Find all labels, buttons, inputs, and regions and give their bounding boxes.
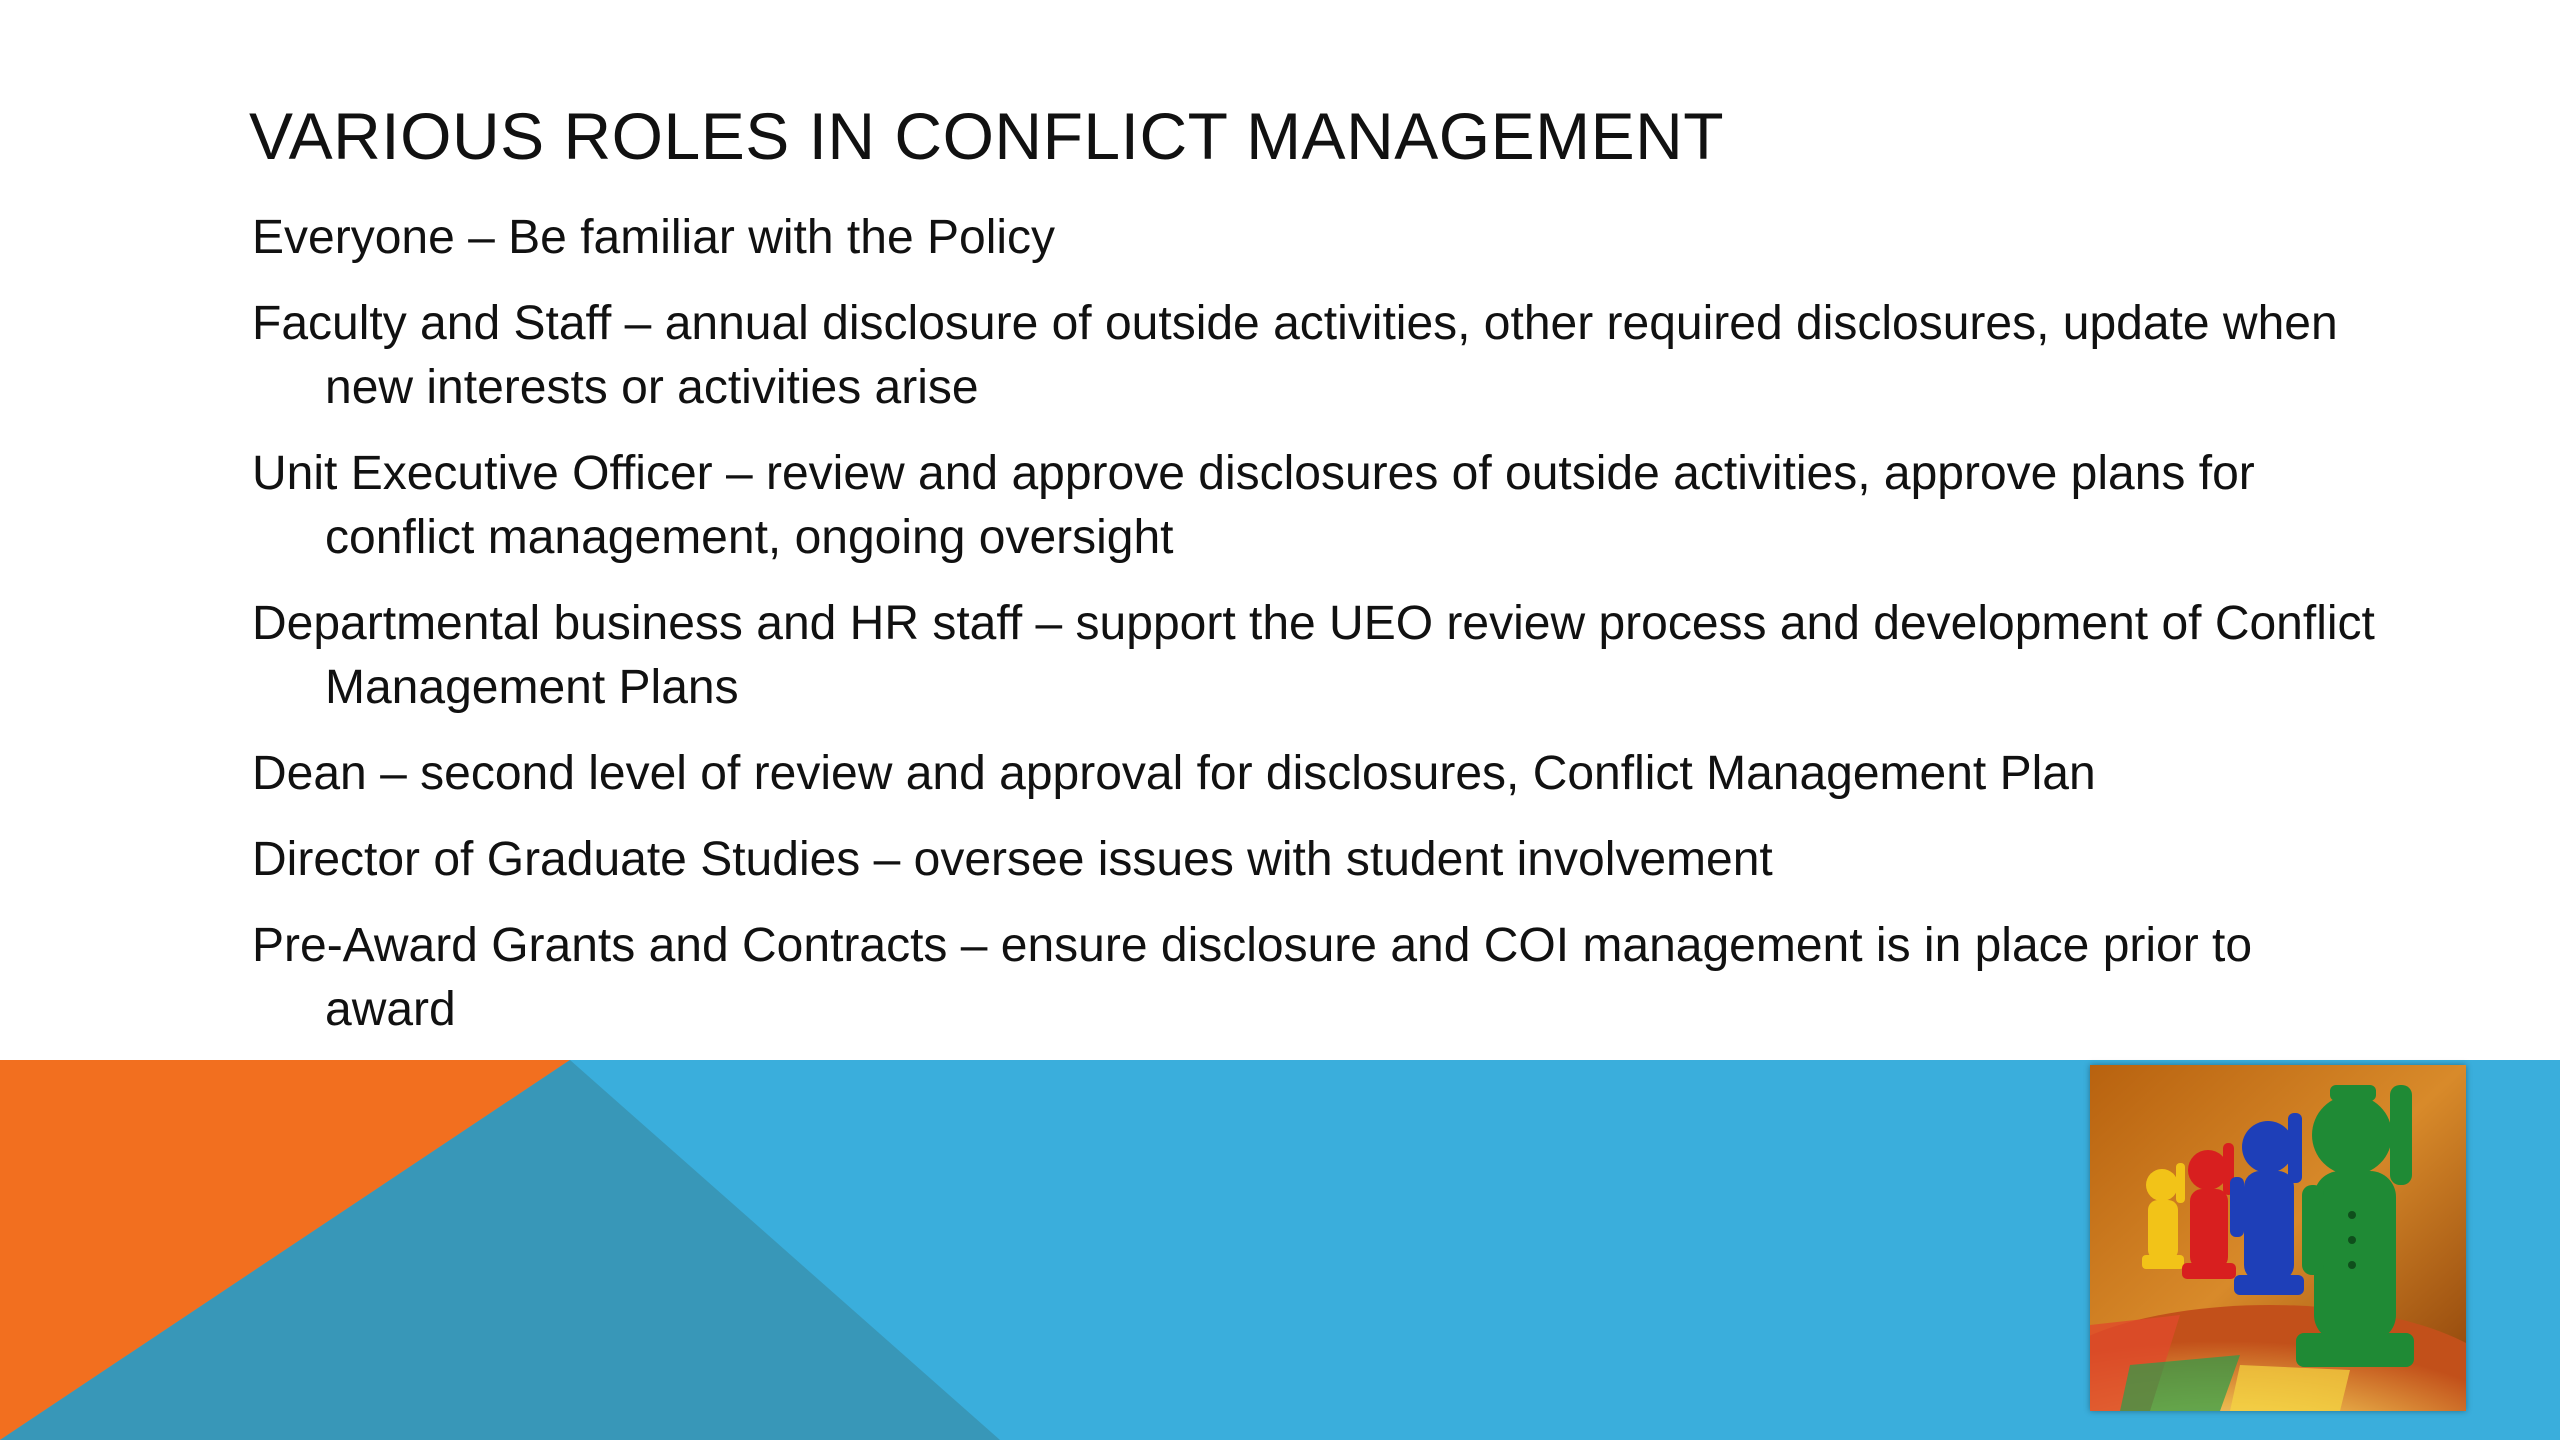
- role-director-graduate-studies: Director of Graduate Studies – oversee issues with student involvement: [252, 833, 1773, 886]
- role-pre-award-grants: Pre-Award Grants and Contracts – ensure disclosure and COI management is in place prior to award: [252, 919, 2253, 1036]
- slide-title: VARIOUS ROLES IN CONFLICT MANAGEMENT: [249, 99, 1725, 173]
- role-faculty-staff: Faculty and Staff – annual disclosure of outside activities, other required disclosures, update when new interests or activities arise: [252, 297, 2338, 414]
- roles-list: [252, 206, 2392, 1064]
- role-departmental-business-hr: Departmental business and HR staff – support the UEO review process and development of Conflict Management Plans: [252, 597, 2375, 714]
- role-everyone: Everyone – Be familiar with the Policy: [252, 211, 1056, 264]
- role-unit-executive-officer: Unit Executive Officer – review and approve disclosures of outside activities, approve plans for conflict management, ongoing oversight: [252, 447, 2255, 564]
- role-dean: Dean – second level of review and approval for disclosures, Conflict Management Plan: [252, 747, 2096, 800]
- board-game-pawns-photo: [2090, 1065, 2466, 1411]
